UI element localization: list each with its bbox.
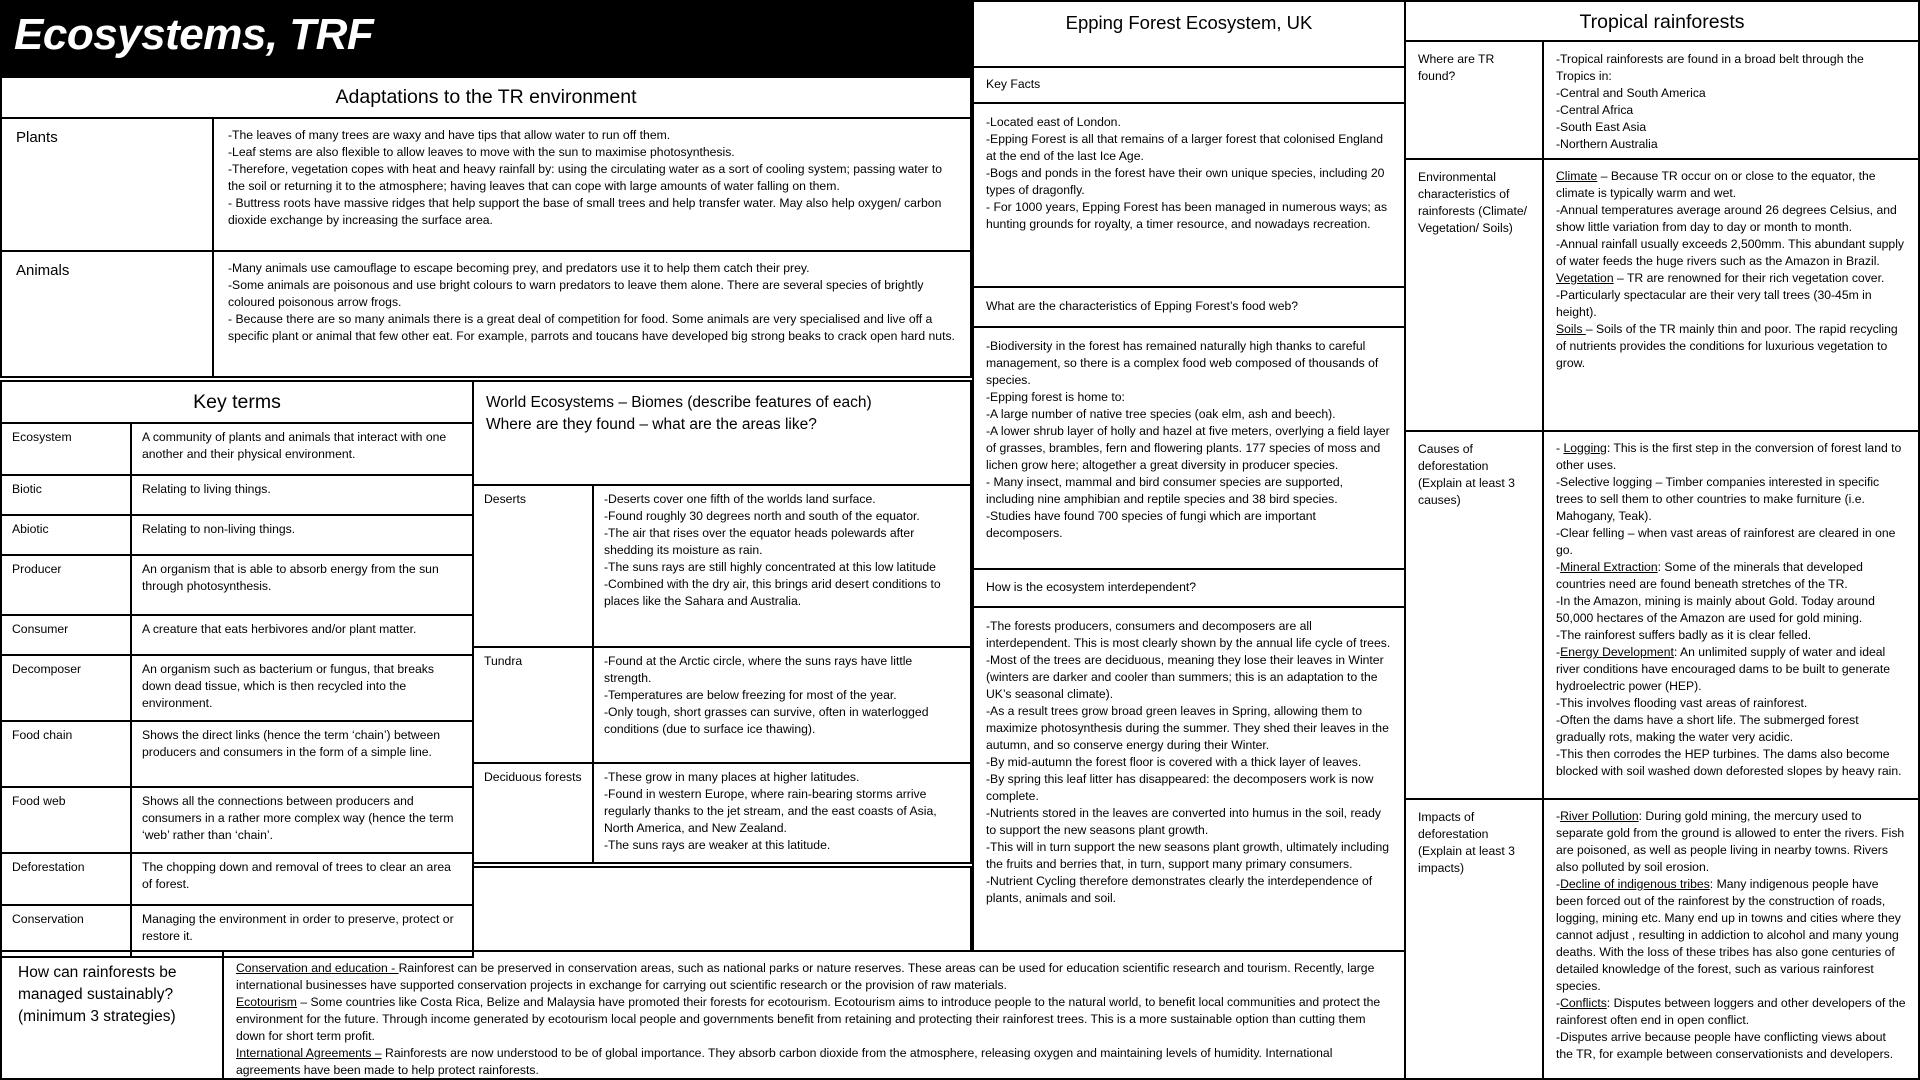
biomes-empty-area	[472, 866, 972, 952]
text-line: -Some animals are poisonous and use bright colours to warn predators to leave them alone. There are several species of brightly coloured poisonous arrow frogs.	[228, 278, 924, 309]
line-heading: Logging	[1563, 441, 1607, 455]
epping-heading: Epping Forest Ecosystem, UK	[1065, 12, 1313, 33]
page-title: Ecosystems, TRF	[14, 10, 374, 59]
line-text: : Some of the minerals that developed countries need are found beneath stretches of the TR.	[1556, 560, 1863, 591]
text-line	[1556, 321, 1906, 372]
impacts-text	[1542, 798, 1920, 1080]
line-text: -Clear felling – when vast areas of rainforest are cleared in one go.	[1556, 526, 1896, 557]
text-line	[1556, 440, 1906, 474]
strategy-paragraph	[236, 1045, 1392, 1079]
text-line: -Most of the trees are deciduous, meaning they lose their leaves in Winter (winters are darker and cooler than summers; this is an adaptation to the UK’s seasonal climate).	[986, 653, 1384, 701]
line-text: : Many indigenous people have been forced out of the rainforest by the construction of roads, logging, mining etc. Many end up in towns and cities where they cannot adjust , resulting in addiction to alcohol and many young deaths. With the loss of these tribes has also gone centuries of detailed knowledge of the forest, such as various rainforest species.	[1556, 877, 1901, 993]
key-term: Decomposer	[1, 655, 131, 721]
plants-text	[212, 117, 972, 252]
biome-description	[593, 763, 971, 863]
foodweb-question: What are the characteristics of Epping Forest’s food web?	[986, 299, 1299, 313]
adaptations-heading-box	[0, 76, 972, 119]
text-line: -Tropical rainforests are found in a broad belt through the Tropics in:	[1556, 52, 1864, 83]
epping-heading-box	[972, 0, 1406, 68]
text-line	[1556, 746, 1906, 780]
biome-row	[473, 647, 971, 763]
line-prefix: -	[1556, 441, 1564, 455]
text-line: -Combined with the dry air, this brings arid desert conditions to places like the Sahara and Australia.	[604, 577, 941, 608]
text-line: -Epping forest is home to:	[986, 390, 1125, 404]
text-line: -By mid-autumn the forest floor is covered with a thick layer of leaves.	[986, 755, 1362, 769]
line-heading: Soils	[1556, 322, 1586, 336]
table-row	[1, 655, 473, 721]
where-text	[1542, 40, 1920, 160]
key-facts-label: Key Facts	[986, 77, 1041, 91]
text-line: - Because there are so many animals there is a great deal of competition for food. Some animals are very specialised and live off a specific plant or animal that few other eat. For example, parrots and toucans have developed big strong beaks to crack open hard nuts.	[228, 312, 955, 343]
key-terms-heading: Key terms	[193, 391, 281, 413]
line-text: -This then corrodes the HEP turbines. The dams also become blocked with soil washed down deforested slopes by heavy rain.	[1556, 747, 1902, 778]
text-line	[1556, 202, 1906, 236]
line-text: -The rainforest suffers badly as it is clear felled.	[1556, 628, 1812, 642]
text-line	[1556, 287, 1906, 321]
text-line: -The leaves of many trees are waxy and have tips that allow water to run off them.	[228, 128, 671, 142]
text-line: -Leaf stems are also flexible to allow leaves to move with the sun to maximise photosynthesis.	[228, 145, 735, 159]
causes-label: Causes of deforestation (Explain at least 3 causes)	[1418, 442, 1515, 507]
biome-row	[473, 763, 971, 863]
line-text: : Disputes between loggers and other developers of the rainforest often end in open conflict.	[1556, 996, 1906, 1027]
line-heading: Mineral Extraction	[1560, 560, 1658, 574]
key-term: Food web	[1, 787, 131, 853]
env-label: Environmental characteristics of rainforests (Climate/ Vegetation/ Soils)	[1418, 170, 1528, 235]
line-text: -Disputes arrive because people have conflicting views about the TR, for example between conservationists and developers.	[1556, 1030, 1894, 1061]
key-term-definition: Relating to living things.	[131, 475, 473, 515]
text-line: -Deserts cover one fifth of the worlds land surface.	[604, 492, 876, 506]
key-term: Producer	[1, 555, 131, 615]
key-term-definition: Managing the environment in order to preserve, protect or restore it.	[131, 905, 473, 957]
strategy-text: – Some countries like Costa Rica, Belize and Malaysia have promoted their forests for ecotourism. Ecotourism aims to introduce people to the natural world, to benefit local communities and protect the environment for the future. Through income generated by ecotourism local people and governments benefit from retaining and protecting their rainforest trees. This is a more sustainable option than cutting them down for short term profit.	[236, 995, 1381, 1043]
key-facts-label-box	[972, 66, 1406, 104]
text-line	[1556, 168, 1906, 202]
text-line: -Found at the Arctic circle, where the suns rays have little strength.	[604, 654, 913, 685]
biomes-heading-1: World Ecosystems – Biomes (describe features of each)	[486, 394, 872, 411]
impacts-label: Impacts of deforestation (Explain at least 3 impacts)	[1418, 810, 1515, 875]
key-term-definition: A community of plants and animals that interact with one another and their physical environment.	[131, 423, 473, 475]
biome-name: Deciduous forests	[473, 763, 593, 863]
biome-description	[593, 647, 971, 763]
interdependent-question: How is the ecosystem interdependent?	[986, 580, 1197, 594]
text-line: -As a result trees grow broad green leaves in Spring, allowing them to maximize photosynthesis during the summer. They shed their leaves in the autumn, and so conserve energy during their Winter.	[986, 704, 1389, 752]
text-line: -Northern Australia	[1556, 137, 1658, 151]
biome-name: Tundra	[473, 647, 593, 763]
table-row	[1, 475, 473, 515]
text-line	[1556, 876, 1906, 995]
line-heading: Energy Development	[1560, 645, 1674, 659]
text-line: -South East Asia	[1556, 120, 1647, 134]
text-line: -Nutrients stored in the leaves are converted into humus in the soil, ready to support the new seasons plant growth.	[986, 806, 1381, 837]
text-line	[1556, 593, 1906, 627]
text-line: -By spring this leaf litter has disappeared: the decomposers work is now complete.	[986, 772, 1374, 803]
key-term: Abiotic	[1, 515, 131, 555]
adaptations-heading: Adaptations to the TR environment	[335, 86, 637, 108]
impacts-label-cell	[1404, 798, 1544, 1080]
strategy-paragraph	[236, 994, 1392, 1045]
where-label-cell	[1404, 40, 1544, 160]
text-line: - For 1000 years, Epping Forest has been managed in numerous ways; as hunting grounds for royalty, a timer resource, and nowadays recreation.	[986, 200, 1388, 231]
line-text: -In the Amazon, mining is mainly about Gold. Today around 50,000 hectares of the Amazon are used for gold mining.	[1556, 594, 1875, 625]
text-line: -This will in turn support the new seasons plant growth, ultimately including the fruits and berries that, in turn, support many primary consumers.	[986, 840, 1390, 871]
line-text: -Selective logging – Timber companies interested in specific trees to sell them to other countries to make furniture (i.e. Mahogany, Teak).	[1556, 475, 1880, 523]
key-term: Consumer	[1, 615, 131, 655]
line-text: -Particularly spectacular are their very tall trees (30-45m in height).	[1556, 288, 1872, 319]
text-line: -Bogs and ponds in the forest have their own unique species, including 20 types of dragonfly.	[986, 166, 1385, 197]
strategy-heading: International Agreements –	[236, 1046, 382, 1060]
text-line	[1556, 525, 1906, 559]
text-line: -Nutrient Cycling therefore demonstrates clearly the interdependence of plants, animals and soil.	[986, 874, 1373, 905]
text-line	[1556, 1029, 1906, 1063]
key-term: Deforestation	[1, 853, 131, 905]
causes-text	[1542, 430, 1920, 800]
key-terms-table	[0, 422, 474, 958]
key-facts-text	[972, 102, 1406, 288]
where-label: Where are TR found?	[1418, 52, 1495, 83]
causes-label-cell	[1404, 430, 1544, 800]
key-term-definition: An organism that is able to absorb energy from the sun through photosynthesis.	[131, 555, 473, 615]
line-heading: River Pollution	[1560, 809, 1639, 823]
animals-text	[212, 250, 972, 378]
table-row	[1, 555, 473, 615]
table-row	[1, 721, 473, 787]
env-text	[1542, 158, 1920, 432]
text-line: -The suns rays are weaker at this latitude.	[604, 838, 831, 852]
text-line	[1556, 236, 1906, 270]
line-prefix: -	[1556, 645, 1561, 659]
text-line: -Only tough, short grasses can survive, often in waterlogged conditions (due to surface ice thawing).	[604, 705, 929, 736]
line-text: – TR are renowned for their rich vegetation cover.	[1613, 271, 1885, 285]
management-question-cell	[0, 950, 224, 1080]
key-term-definition: An organism such as bacterium or fungus, that breaks down dead tissue, which is then recycled into the environment.	[131, 655, 473, 721]
line-heading: Vegetation	[1556, 271, 1614, 285]
key-term-definition: A creature that eats herbivores and/or plant matter.	[131, 615, 473, 655]
line-prefix: -	[1556, 809, 1561, 823]
table-row	[1, 515, 473, 555]
foodweb-question-box	[972, 286, 1406, 328]
strategy-paragraph	[236, 960, 1392, 994]
text-line: -Many animals use camouflage to escape becoming prey, and predators use it to help them catch their prey.	[228, 261, 810, 275]
text-line: -Therefore, vegetation copes with heat and heavy rainfall by: using the circulating water as a sort of cooling system; passing water to the soil or returning it to the atmosphere; having leaves that can cope with large amounts of water falling on them.	[228, 162, 943, 193]
line-heading: Decline of indigenous tribes	[1560, 877, 1710, 891]
key-term: Food chain	[1, 721, 131, 787]
strategy-heading: Ecotourism	[236, 995, 297, 1009]
key-term-definition: Relating to non-living things.	[131, 515, 473, 555]
line-text: -Often the dams have a short life. The submerged forest gradually rots, making the water very acidic.	[1556, 713, 1859, 744]
table-row	[1, 853, 473, 905]
text-line	[1556, 808, 1906, 876]
table-row	[1, 423, 473, 475]
key-term: Biotic	[1, 475, 131, 515]
line-heading: Conflicts	[1560, 996, 1607, 1010]
biome-name: Deserts	[473, 485, 593, 647]
animals-label: Animals	[16, 262, 70, 279]
text-line: -A lower shrub layer of holly and hazel at five meters, overlying a field layer of grasses, brambles, fern and flowering plants. 177 species of moss and lichen grow here; altogether a great diversity in producer species.	[986, 424, 1390, 472]
title-banner	[0, 0, 972, 76]
key-term-definition: Shows the direct links (hence the term ‘chain’) between producers and consumers in the form of a simple line.	[131, 721, 473, 787]
text-line: -The forests producers, consumers and decomposers are all interdependent. This is most clearly shown by the annual life cycle of trees.	[986, 619, 1391, 650]
text-line: -Found in western Europe, where rain-bearing storms arrive regularly thanks to the jet stream, and the east coasts of Asia, North America, and New Zealand.	[604, 787, 937, 835]
interdependent-text	[972, 606, 1406, 952]
text-line: -Biodiversity in the forest has remained naturally high thanks to careful management, so there is a complex food web composed of thousands of species.	[986, 339, 1379, 387]
animals-label-cell	[0, 250, 214, 378]
biome-description	[593, 485, 971, 647]
line-text: : An unlimited supply of water and ideal river conditions have encouraged dams to be built to generate hydroelectric power (HEP).	[1556, 645, 1891, 693]
text-line: - Many insect, mammal and bird consumer species are supported, including nine amphibian and reptile species and 38 bird species.	[986, 475, 1343, 506]
text-line	[1556, 627, 1906, 644]
text-line: -The suns rays are still highly concentrated at this low latitude	[604, 560, 936, 574]
text-line: -Studies have found 700 species of fungi which are important decomposers.	[986, 509, 1316, 540]
trf-heading-box	[1404, 0, 1920, 42]
text-line: -A large number of native tree species (oak elm, ash and beech).	[986, 407, 1336, 421]
strategy-heading: Conservation and education -	[236, 961, 399, 975]
text-line: -Located east of London.	[986, 115, 1121, 129]
table-row	[1, 787, 473, 853]
text-line	[1556, 270, 1906, 287]
text-line: - Buttress roots have massive ridges that help support the base of small trees and help transfer water. May also help oxygen/ carbon dioxide exchange by increasing the surface area.	[228, 196, 942, 227]
text-line: -Found roughly 30 degrees north and south of the equator.	[604, 509, 920, 523]
text-line: -These grow in many places at higher latitudes.	[604, 770, 860, 784]
biomes-heading-2: Where are they found – what are the areas like?	[486, 416, 817, 433]
management-question: How can rainforests be managed sustainably? (minimum 3 strategies)	[18, 964, 177, 1025]
line-text: : This is the first step in the conversion of forest land to other uses.	[1556, 441, 1902, 472]
line-text: : During gold mining, the mercury used to separate gold from the ground is allowed to enter the rivers. Fish are poisoned, as well as people living in nearby towns. Rivers also polluted by soil erosion.	[1556, 809, 1905, 874]
key-term: Conservation	[1, 905, 131, 957]
management-text	[222, 950, 1406, 1080]
line-text: – Because TR occur on or close to the equator, the climate is typically warm and wet.	[1556, 169, 1876, 200]
line-text: -Annual temperatures average around 26 degrees Celsius, and show little variation from day to day or month to month.	[1556, 203, 1897, 234]
line-heading: Climate	[1556, 169, 1598, 183]
key-terms-heading-box	[0, 380, 474, 424]
biomes-table	[472, 484, 972, 864]
text-line: -The air that rises over the equator heads polewards after shedding its moisture as rain.	[604, 526, 915, 557]
text-line	[1556, 995, 1906, 1029]
biomes-heading-box	[472, 380, 972, 486]
line-prefix: -	[1556, 560, 1561, 574]
text-line: -Central Africa	[1556, 103, 1634, 117]
strategy-text: Rainforest can be preserved in conservation areas, such as national parks or nature reserves. These areas can be used for education scientific research and tourism. Recently, large international businesses have supported conservation projects in exchange for carrying out scientific research or the provision of raw materials.	[236, 961, 1375, 992]
plants-label: Plants	[16, 129, 58, 146]
strategy-text: Rainforests are now understood to be of global importance. They absorb carbon dioxide from the atmosphere, releasing oxygen and maintaining levels of humidity. International agreements have been made to help protect rainforests.	[236, 1046, 1333, 1077]
table-row	[1, 615, 473, 655]
text-line	[1556, 712, 1906, 746]
line-prefix: -	[1556, 877, 1561, 891]
text-line: -Central and South America	[1556, 86, 1706, 100]
text-line: -Temperatures are below freezing for most of the year.	[604, 688, 897, 702]
biome-row	[473, 485, 971, 647]
line-text: -This involves flooding vast areas of rainforest.	[1556, 696, 1808, 710]
foodweb-text	[972, 326, 1406, 570]
key-term-definition: The chopping down and removal of trees to clear an area of forest.	[131, 853, 473, 905]
trf-heading: Tropical rainforests	[1579, 11, 1745, 33]
text-line	[1556, 644, 1906, 695]
text-line	[1556, 695, 1906, 712]
text-line	[1556, 474, 1906, 525]
line-text: -Annual rainfall usually exceeds 2,500mm. This abundant supply of water feeds the huge rivers such as the Amazon in Brazil.	[1556, 237, 1904, 268]
text-line	[1556, 559, 1906, 593]
text-line: -Epping Forest is all that remains of a larger forest that colonised England at the end of the last Ice Age.	[986, 132, 1383, 163]
plants-label-cell	[0, 117, 214, 252]
env-label-cell	[1404, 158, 1544, 432]
line-prefix: -	[1556, 996, 1561, 1010]
interdependent-question-box	[972, 568, 1406, 608]
key-term: Ecosystem	[1, 423, 131, 475]
line-text: – Soils of the TR mainly thin and poor. The rapid recycling of nutrients provides the conditions for luxurious vegetation to grow.	[1556, 322, 1898, 370]
key-term-definition: Shows all the connections between producers and consumers in a rather more complex way (hence the term ‘web’ rather than ‘chain’.	[131, 787, 473, 853]
